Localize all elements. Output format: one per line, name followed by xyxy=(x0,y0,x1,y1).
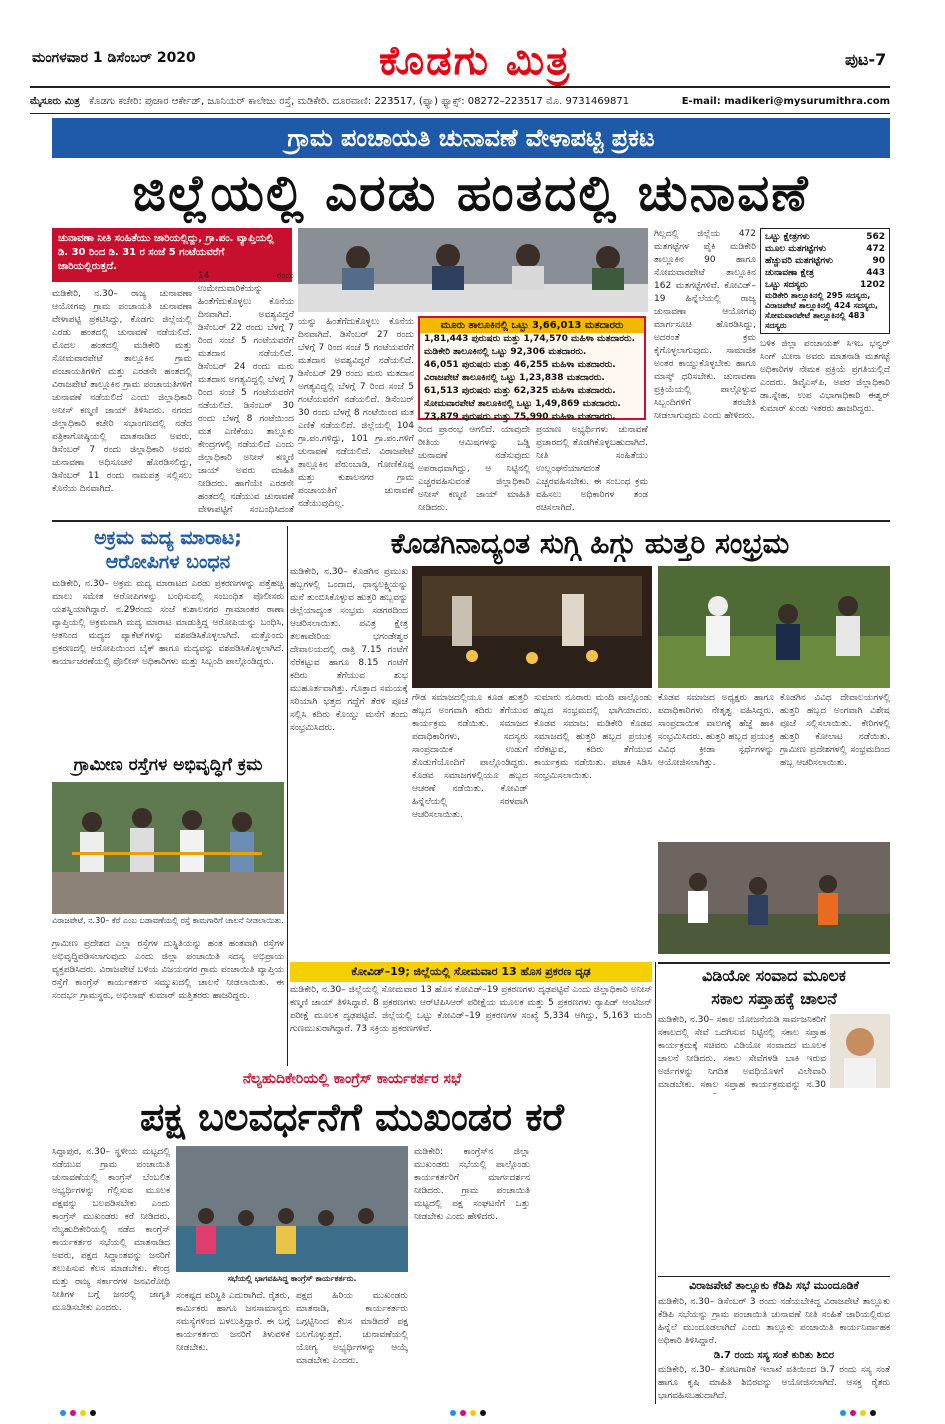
stats-row: ಚುನಾವಣಾ ಕ್ಷೇತ್ರ 443 xyxy=(765,268,885,278)
voters-line: ವಿರಾಜಪೇಟೆ ತಾಲೂಕಿನಲ್ಲಿ ಒಟ್ಟು 1,23,838 ಮತದಾರರು. xyxy=(424,373,605,383)
registration-dot xyxy=(60,1410,66,1416)
voters-line: ಸೋಮವಾರಪೇಟೆ ತಾಲೂಕಿನಲ್ಲಿ ಒಟ್ಟು 1,49,869 ಮತದಾರರು. xyxy=(424,399,621,409)
registration-dot xyxy=(840,1410,846,1416)
section-rule xyxy=(52,520,890,522)
registration-dot xyxy=(470,1410,476,1416)
temple-lamp-illustration xyxy=(412,566,652,688)
lead-column-6: ಗಿಲ್ಲದಲ್ಲಿ ಜಿಲ್ಲೆಯ 472 ಮತಗಟ್ಟೆಗಳ ಪೈಕಿ ಮಡಿಕೇರಿ ತಾಲ್ಲೂಕಿನ 90 ಹಾಗೂ ಸೋಮವಾರಪೇಟೆ ತಾಲ್ಲೂಕಿನ 162 ಮತಗಟ್ಟೆಗಳಿವೆ. ಕೋವಿಡ್–19 ಹಿನ್ನೆಲೆಯಲ್ಲಿ ರಾಜ್ಯ ಚುನಾವಣಾ ಆಯೋಗವು ಮಾರ್ಗಸೂಚಿ ಹೊರಡಿಸಿದ್ದು, ಅದರಂತೆ ಕ್ರಮ ಕೈಗೊಳ್ಳಲಾಗುವುದು. ಸಾಮಾಜಿಕ ಅಂತರ ಕಾಯ್ದುಕೊಳ್ಳಬೇಕು ಹಾಗೂ ಮಾಸ್ಕ್ ಧರಿಸಬೇಕು. ಚುನಾವಣಾ ಪ್ರಕ್ರಿಯೆಯಲ್ಲಿ ಪಾಲ್ಗೊಳ್ಳುವ ಸಿಬ್ಬಂದಿಗಳಿಗೆ ತರಬೇತಿ ನೀಡಲಾಗುವುದು ಎಂದು ಹೇಳಿದರು. xyxy=(654,229,756,421)
registration-dot xyxy=(850,1410,856,1416)
harvest-column-2: ಗೌಡ ಸಮಾಜದಲ್ಲಿಯೂ ಕೂಡ ಹುತ್ತರಿ ಹಬ್ಬದ ಅಂಗವಾಗಿ ಕದಿರು ತೆಗೆಯುವ ಕಾರ್ಯಕ್ರಮ ನಡೆಯಿತು. ಸಮಾಜದ ಪದಾಧಿಕಾರಿಗಳು, ಸದಸ್ಯರು ಸಾಂಪ್ರದಾಯಿಕ ಉಡುಗೆ ತೊಡುಗೆಯೊಂದಿಗೆ ಪಾಲ್ಗೊಂಡಿದ್ದರು. ಕೊಡವ ಸಮಾಜಗಳಲ್ಲಿಯೂ ಹಬ್ಬದ ಆಚರಣೆ ನಡೆಯಿತು. ಕೋವಿಡ್ ಹಿನ್ನೆಲೆಯಲ್ಲಿ ಸರಳವಾಗಿ ಆಚರಿಸಲಾಯಿತು. xyxy=(412,693,528,820)
lead-column-5: ಪ್ರಯಾಣ ಅಭ್ಯರ್ಥಿಗಳು ಚುನಾವಣೆ ಪ್ರಚಾರದಲ್ಲಿ ತೊಡಗಿಕೊಳ್ಳಬಹುದಾಗಿದೆ. ನೀತಿ ಸಂಹಿತೆಯು ಉಲ್ಲಂಘನೆಯಾಗದಂತೆ ಎಚ್ಚರವಹಿಸಬೇಕು. ಈ ಸಂಬಂಧ ಕ್ರಮ ವಹಿಸಲು ಅಧಿಕಾರಿಗಳ ತಂಡ ರಚಿಸಲಾಗಿದೆ. xyxy=(536,425,648,513)
newspaper-logo: ಕೊಡಗು ಮಿತ್ರ xyxy=(378,38,571,84)
stats-notes: ಮಡಿಕೇರಿ ತಾಲ್ಲೂಕಿನಲ್ಲಿ 295 ಸದಸ್ಯರು, ವಿರಾಜಪೇಟೆ ತಾಲ್ಲೂಕಿನಲ್ಲಿ 424 ಸದಸ್ಯರು, ಸೋಮವಾರಪೇಟೆ ತಾಲ್ಲೂಕಿನಲ್ಲಿ 483 ಸದಸ್ಯರು xyxy=(765,291,879,330)
roads-headline: ಗ್ರಾಮೀಣ ರಸ್ತೆಗಳ ಅಭಿವೃದ್ಧಿಗೆ ಕ್ರಮ xyxy=(73,755,263,775)
congress-meeting-illustration xyxy=(176,1146,408,1272)
registration-dots-right xyxy=(840,1410,876,1416)
road-work-illustration xyxy=(52,782,284,914)
samaja-celebration-illustration xyxy=(658,842,890,954)
press-meet-illustration xyxy=(298,228,648,312)
stats-row: ಒಟ್ಟು ಕ್ಷೇತ್ರಗಳು 562 xyxy=(765,232,885,242)
virajpet-headline: ವಿರಾಜಪೇಟೆ ತಾಲ್ಲೂಕು ಕೆಡಿಪಿ ಸಭೆ ಮುಂದೂಡಿಕೆ xyxy=(658,1276,890,1295)
harvest-column-5: ಕೊಡಗಿನ ವಿವಿಧ ದೇವಾಲಯಗಳಲ್ಲಿ ಹುತ್ತರಿ ಹಬ್ಬದ ಅಂಗವಾಗಿ ವಿಶೇಷ ಪೂಜೆ ಸಲ್ಲಿಸಲಾಯಿತು. ಕೇರಿಗಳಲ್ಲಿ ಹುತ್ತರಿ ಕೋಲಾಟ ನಡೆಯಿತು. ಗ್ರಾಮೀಣ ಪ್ರದೇಶಗಳಲ್ಲಿ ಸಂಭ್ರಮದಿಂದ ಹಬ್ಬ ಆಚರಿಸಲಾಯಿತು. xyxy=(780,693,890,768)
registration-dot xyxy=(80,1410,86,1416)
congress-column-5 xyxy=(536,1146,652,1404)
harvest-column-3: ಸುಮಾರು ನೂರಾರು ಮಂದಿ ಪಾಲ್ಗೊಂಡು ಹಬ್ಬದ ಸಂಭ್ರಮದಲ್ಲಿ ಭಾಗಿಯಾದರು. ಕೊಡವ ಸಮಾಜ: ಮಡಿಕೇರಿ ಕೊಡವ ಸಮಾಜದಲ್ಲಿ ಹುತ್ತರಿ ಹಬ್ಬದ ಪ್ರಯುಕ್ತ ನೆರೆಕಟ್ಟುವ, ಕದಿರು ತೆಗೆಯುವ ಕಾರ್ಯಕ್ರಮ ನಡೆಯಿತು. ಪಟಾಕಿ ಸಿಡಿಸಿ ಸಂಭ್ರಮಿಸಲಾಯಿತು. xyxy=(534,693,652,781)
plant-fair-body: ಮಡಿಕೇರಿ, ನ.30– ತೋಟಗಾರಿಕೆ ಇಲಾಖೆ ವತಿಯಿಂದ ಡಿ.7 ರಂದು ಸಸ್ಯ ಸಂತೆ ಹಾಗೂ ಕೃಷಿ ಮಾಹಿತಿ ಶಿಬಿರವನ್ನು ಆಯೋಜಿಸಲಾಗಿದೆ. ಆಸಕ್ತ ರೈತರು ಭಾಗವಹಿಸಬಹುದಾಗಿದೆ. xyxy=(658,1365,890,1401)
video-body: ಮಡಿಕೇರಿ, ನ.30– ಸಕಾಲ ಯೋಜನೆಯಡಿ ಸಾರ್ವಜನಿಕರಿಗೆ ಸಕಾಲದಲ್ಲಿ ಸೇವೆ ಒದಗಿಸುವ ನಿಟ್ಟಿನಲ್ಲಿ ಸಕಾಲ ಸಪ್ತಾಹ ಕಾರ್ಯಕ್ರಮಕ್ಕೆ ಸಚಿವರು ವಿಡಿಯೋ ಸಂವಾದದ ಮೂಲಕ ಚಾಲನೆ ನೀಡಿದರು. ಸಕಾಲ ಸೇವೆಗಳಡಿ ಬಾಕಿ ಇರುವ ಅರ್ಜಿಗಳನ್ನು ನಿಗದಿತ ಅವಧಿಯೊಳಗೆ ವಿಲೇವಾರಿ ಮಾಡಬೇಕು. ಸಕಾಲ ಸಪ್ತಾಹ ಕಾರ್ಯಕ್ರಮವನ್ನು ನ.30 xyxy=(658,1015,826,1090)
issue-date: ಮಂಗಳವಾರ 1 ಡಿಸೆಂಬರ್ 2020 xyxy=(32,50,196,66)
samaja-celebration-photo xyxy=(658,842,890,954)
liquor-headline xyxy=(52,526,284,574)
column-rule xyxy=(655,962,656,1404)
lead-column-3: ಯನ್ನು ಹಿಂತೆಗೆದುಕೊಳ್ಳಲು ಕೊನೆಯ ದಿನವಾಗಿದೆ. ಡಿಸೆಂಬರ್ 27 ರಂದು ಬೆಳಗ್ಗೆ 7 ರಿಂದ ಸಂಜೆ 5 ಗಂಟೆಯವರೆಗೆ ಮತದಾನ ಅವಶ್ಯವಿದ್ದರೆ ನಡೆಯಲಿದೆ. ಡಿಸೆಂಬರ್ 29 ರಂದು ಮರು ಮತದಾನ ಅಗತ್ಯವಿದ್ದಲ್ಲಿ ಬೆಳಗ್ಗೆ 7 ರಿಂದ ಸಂಜೆ 5 ಗಂಟೆಯವರೆಗೆ ನಡೆಯಲಿದೆ. ಡಿಸೆಂಬರ್ 30 ರಂದು ಬೆಳಗ್ಗೆ 8 ಗಂಟೆಯಿಂದ ಮತ ಎಣಿಕೆ ನಡೆಯಲಿದೆ. ಜಿಲ್ಲೆಯಲ್ಲಿ 104 ಗ್ರಾ.ಪಂ.ಗಳಿದ್ದು, 101 ಗ್ರಾ.ಪಂ.ಗಳಿಗೆ ಚುನಾವಣೆ ನಡೆಯಲಿದೆ. ವಿರಾಜಪೇಟೆ ತಾಲ್ಲೂಕಿನ ಪೆರುಂಬಾಡಿ, ಗೋಣಿಕೊಪ್ಪ ಮತ್ತು ಕುಶಾಲನಗರ ಗ್ರಾಮ ಪಂಚಾಯತಿಗೆ ಚುನಾವಣೆ ನಡೆಯುವುದಿಲ್ಲ. xyxy=(298,317,414,509)
video-headline-line-2: ಸಕಾಲ ಸಪ್ತಾಹಕ್ಕೆ ಚಾಲನೆ xyxy=(711,989,837,1008)
covid-headline: ಕೋವಿಡ್–19; ಜಿಲ್ಲೆಯಲ್ಲಿ ಸೋಮವಾರ 13 ಹೊಸ ಪ್ರಕರಣ ದೃಢ xyxy=(290,962,652,982)
voters-title: ಮೂರು ತಾಲೂಕಿನಲ್ಲಿ ಒಟ್ಟು 3,66,013 ಮತದಾರರು xyxy=(420,318,644,333)
lead-column-7: ಬಳಿಕ ಜಿಲ್ಲಾ ಪಂಚಾಯತ್ ಸಿಇಒ ಭನ್ವರ್ ಸಿಂಗ್ ಮೀನಾ ಅವರು ಮಾತನಾಡಿ ಮತಗಟ್ಟೆ ಅಧಿಕಾರಿಗಳ ನೇಮಕ ಪ್ರಕ್ರಿಯೆ ಪ್ರಗತಿಯಲ್ಲಿದೆ ಎಂದರು. ಡಿವೈಎಸ್‌ಪಿ, ಅಪರ ಜಿಲ್ಲಾಧಿಕಾರಿ ಡಾ.ಸ್ನೇಹ, ಉಪ ವಿಭಾಗಾಧಿಕಾರಿ ಈಶ್ವರ್ ಕುಮಾರ್ ಖಂಡು ಇತರರು ಹಾಜರಿದ್ದರು. xyxy=(760,339,890,414)
congress-column-3: ಪಕ್ಷದ ಹಿರಿಯ ಮುಖಂಡರು ಮಾತನಾಡಿ, ಕಾರ್ಯಕರ್ತರು ಒಗ್ಗಟ್ಟಿನಿಂದ ಕೆಲಸ ಮಾಡಿದರೆ ಪಕ್ಷ ಬಲಗೊಳ್ಳುತ್ತದೆ. ಚುನಾವಣೆಯಲ್ಲಿ ಯೋಗ್ಯ ಅಭ್ಯರ್ಥಿಗಳನ್ನು ಆಯ್ಕೆ ಮಾಡಬೇಕು ಎಂದರು. xyxy=(296,1291,408,1366)
paddy-harvest-photo xyxy=(658,566,890,688)
road-work-photo xyxy=(52,782,284,914)
congress-strap: ನೆಲ್ಯಹುದಿಕೇರಿಯಲ್ಲಿ ಕಾಂಗ್ರೆಸ್ ಕಾರ್ಯಕರ್ತರ ಸಭೆ xyxy=(242,1071,462,1087)
liquor-headline-line-1: ಅಕ್ರಮ ಮದ್ಯ ಮಾರಾಟ; xyxy=(94,527,242,549)
registration-dot xyxy=(460,1410,466,1416)
congress-column-4: ಮಡಿಕೇರಿ: ಕಾಂಗ್ರೆಸ್‌ನ ಜಿಲ್ಲಾ ಮುಖಂಡರು ಸಭೆಯಲ್ಲಿ ಪಾಲ್ಗೊಂಡು ಕಾರ್ಯಕರ್ತರಿಗೆ ಮಾರ್ಗದರ್ಶನ ನೀಡಿದರು. ಗ್ರಾಮ ಪಂಚಾಯಿತಿ ಮಟ್ಟದಲ್ಲಿ ಪಕ್ಷ ಸಂಘಟನೆಗೆ ಒತ್ತು ನೀಡಬೇಕು ಎಂದು ಹೇಳಿದರು. xyxy=(414,1147,530,1222)
congress-column-2: ಸಂಕಷ್ಟದ ಪರಿಸ್ಥಿತಿ ಎದುರಾಗಿದೆ. ರೈತರು, ಕಾರ್ಮಿಕರು ಹಾಗೂ ಜನಸಾಮಾನ್ಯರು ಸಮಸ್ಯೆಗಳಿಂದ ಬಳಲುತ್ತಿದ್ದಾರೆ. ಈ ಬಗ್ಗೆ ಕಾರ್ಯಕರ್ತರು ಜನರಿಗೆ ತಿಳುವಳಿಕೆ ನೀಡಬೇಕು. xyxy=(176,1291,290,1353)
video-headline-line-1: ವಿಡಿಯೋ ಸಂವಾದ ಮೂಲಕ xyxy=(701,966,847,985)
lead-strap: ಗ್ರಾಮ ಪಂಚಾಯತಿ ಚುನಾವಣೆ ವೇಳಾಪಟ್ಟಿ ಪ್ರಕಟ xyxy=(52,118,890,158)
office-address-bar xyxy=(30,92,890,112)
lead-column-4: ರಿಂದ ಪ್ರಾರಂಭ ಆಗಲಿದೆ. ಯಾವುದೇ ರೀತಿಯ ಆಮಿಷಗಳನ್ನು ಒಡ್ಡಿ ಚುನಾವಣೆ ನಡೆಸುವುದು ಅಪರಾಧವಾಗಿದ್ದು, ಆ ನಿಟ್ಟಿನಲ್ಲಿ ಎಚ್ಚರವಹಿಸುವಂತೆ ಜಿಲ್ಲಾಧಿಕಾರಿ ಅನೀಸ್ ಕಣ್ಮಣಿ ಜಾಯ್ ಮಾಹಿತಿ ನೀಡಿದರು. xyxy=(418,425,530,513)
congress-column-1: ಸಿದ್ದಾಪುರ, ನ.30– ಸ್ಥಳೀಯ ಮಟ್ಟದಲ್ಲಿ ನಡೆಯುವ ಗ್ರಾಮ ಪಂಚಾಯಿತಿ ಚುನಾವಣೆಯಲ್ಲಿ ಕಾಂಗ್ರೆಸ್ ಬೆಂಬಲಿತ ಅಭ್ಯರ್ಥಿಗಳನ್ನು ಗೆಲ್ಲಿಸುವ ಮೂಲಕ ಪಕ್ಷವನ್ನು ಬಲಪಡಿಸಬೇಕು ಎಂದು ಕಾಂಗ್ರೆಸ್ ಮುಖಂಡರು ಕರೆ ನೀಡಿದರು. ನೆಲ್ಯಹುದಿಕೇರಿಯಲ್ಲಿ ನಡೆದ ಕಾಂಗ್ರೆಸ್ ಕಾರ್ಯಕರ್ತರ ಸಭೆಯಲ್ಲಿ ಮಾತನಾಡಿದ ಅವರು, ಪಕ್ಷದ ಸಿದ್ಧಾಂತವನ್ನು ಜನರಿಗೆ ತಲುಪಿಸುವ ಕೆಲಸ ಮಾಡಬೇಕು. ಕೇಂದ್ರ ಮತ್ತು ರಾಜ್ಯ ಸರ್ಕಾರಗಳ ಜನವಿರೋಧಿ ನೀತಿಗಳ ಬಗ್ಗೆ ಜನರಲ್ಲಿ ಜಾಗೃತಿ ಮೂಡಿಸಬೇಕು ಎಂದರು. xyxy=(52,1147,170,1313)
registration-dot xyxy=(70,1410,76,1416)
column-rule xyxy=(287,526,288,1066)
roads-body: ಗ್ರಾಮೀಣ ಪ್ರದೇಶದ ಎಲ್ಲಾ ರಸ್ತೆಗಳ ದುಸ್ಥಿತಿಯನ್ನು ಹಂತ ಹಂತವಾಗಿ ರಸ್ತೆಗಳ ಅಭಿವೃದ್ಧಿಪಡಿಸಲಾಗುವುದು ಎಂದು ಜಿಲ್ಲಾ ಪಂಚಾಯಿತಿ ಸದಸ್ಯ ಅಭಿಪ್ರಾಯ ವ್ಯಕ್ತಪಡಿಸಿದರು. ವಿರಾಜಪೇಟೆ ಬಳಿಯ ವಿಜಯನಗರ ಗ್ರಾಮ ಪಂಚಾಯಿತಿ ವ್ಯಾಪ್ತಿಯ ರಸ್ತೆಗೆ ಕಾಂಗ್ರೆಸ್ ಕಾರ್ಯಕರ್ತರ ಸಮ್ಮುಖದಲ್ಲಿ ಚಾಲನೆ ನೀಡಲಾಯಿತು. ಈ ಸಂದರ್ಭ ಗ್ರಾಮಸ್ಥರು, ಅಭಿಲಾಷ್ ಕುಮಾರ್ ಮತ್ತಿತರರು ಹಾಜರಿದ್ದರು. xyxy=(52,939,284,1001)
masthead-rule xyxy=(30,86,890,88)
virajpet-body: ಮಡಿಕೇರಿ, ನ.30– ಡಿಸೆಂಬರ್ 3 ರಂದು ನಡೆಯಬೇಕಿದ್ದ ವಿರಾಜಪೇಟೆ ತಾಲ್ಲೂಕು ಕೆಡಿಪಿ ಸಭೆಯನ್ನು ಗ್ರಾಮ ಪಂಚಾಯಿತಿ ಚುನಾವಣೆ ನೀತಿ ಸಂಹಿತೆ ಜಾರಿಯಲ್ಲಿರುವ ಹಿನ್ನೆಲೆ ಮುಂದೂಡಲಾಗಿದೆ ಎಂದು ತಾಲ್ಲೂಕು ಪಂಚಾಯಿತಿ ಕಾರ್ಯನಿರ್ವಾಹಕ ಅಧಿಕಾರಿ ತಿಳಿಸಿದ್ದಾರೆ. xyxy=(658,1297,890,1346)
liquor-body: ಮಡಿಕೇರಿ, ನ.30– ಅಕ್ರಮ ಮದ್ಯ ಮಾರಾಟದ ಎರಡು ಪ್ರಕರಣಗಳನ್ನು ಪತ್ತೆಹಚ್ಚಿ ಮಾಲು ಸಮೇತ ಆರೋಪಿಗಳನ್ನು ಬಂಧಿಸುವಲ್ಲಿ ಸಂಬಂಧಿತ ಪೊಲೀಸರು ಯಶಸ್ವಿಯಾಗಿದ್ದಾರೆ. ನ.29ರಂದು ಸಂಜೆ ಕುಶಾಲನಗರ ಗ್ರಾಮಾಂತರ ಠಾಣಾ ವ್ಯಾಪ್ತಿಯಲ್ಲಿ ಅಕ್ರಮವಾಗಿ ಮದ್ಯ ಮಾರಾಟ ಮಾಡುತ್ತಿದ್ದ ಆರೋಪಿಯನ್ನು ಬಂಧಿಸಿ, ಆತನಿಂದ ಮದ್ಯದ ಪ್ಯಾಕೆಟ್‌ಗಳನ್ನು ವಶಪಡಿಸಿಕೊಳ್ಳಲಾಗಿದೆ. ಮತ್ತೊಂದು ಪ್ರಕರಣದಲ್ಲಿ ಆರೋಪಿಯಿಂದ ಬೈಕ್ ಹಾಗೂ ಮದ್ಯವನ್ನು ವಶಪಡಿಸಿಕೊಳ್ಳಲಾಗಿದೆ. ಕಾರ್ಯಾಚರಣೆಯಲ್ಲಿ ಪೊಲೀಸ್ ಅಧಿಕಾರಿಗಳು ಮತ್ತು ಸಿಬ್ಬಂದಿ ಪಾಲ್ಗೊಂಡಿದ್ದರು. xyxy=(52,579,284,667)
registration-dots-left xyxy=(60,1410,96,1416)
video-headline xyxy=(658,962,890,1010)
registration-dots-center xyxy=(450,1410,486,1416)
lead-column-2: 14 ರಂದು ಉಮೇದುವಾರಿಕೆಯನ್ನು ಹಿಂತೆಗೆದುಕೊಳ್ಳಲು ಕೊನೆಯ ದಿನವಾಗಿದೆ. ಅವಶ್ಯವಿದ್ದರೆ ಡಿಸೆಂಬರ್ 22 ರಂದು ಬೆಳಗ್ಗೆ 7 ರಿಂದ ಸಂಜೆ 5 ಗಂಟೆಯವರೆಗೆ ಮತದಾನ ನಡೆಯಲಿದೆ. ಡಿಸೆಂಬರ್ 24 ರಂದು ಮರು ಮತದಾನ ಅಗತ್ಯವಿದ್ದಲ್ಲಿ ಬೆಳಗ್ಗೆ 7 ರಿಂದ ಸಂಜೆ 5 ಗಂಟೆಯವರೆಗೆ ನಡೆಯಲಿದೆ. ಡಿಸೆಂಬರ್ 30 ರಂದು ಬೆಳಗ್ಗೆ 8 ಗಂಟೆಯಿಂದ ಮತ ಎಣಿಕೆಯು ತಾಲ್ಲೂಕು ಕೇಂದ್ರಗಳಲ್ಲಿ ನಡೆಯಲಿದೆ ಎಂದು ಜಿಲ್ಲಾಧಿಕಾರಿ ಅನೀಸ್ ಕಣ್ಮಣಿ ಜಾಯ್ ಅವರು ಮಾಹಿತಿ ನೀಡಿದರು. ಹಾಗೆಯೇ ಎರಡನೇ ಹಂತದಲ್ಲಿ ನಡೆಯುವ ಚುನಾವಣೆ ವೇಳಾಪಟ್ಟಿಗೆ ಸಂಬಂಧಿಸಿದಂತೆ xyxy=(198,271,294,515)
plant-fair-headline: ಡಿ.7 ರಂದು ಸಸ್ಯ ಸಂತೆ ಕುರಿತು ಶಿಬಿರ xyxy=(713,1350,835,1361)
harvest-column-4: ಕೊಡವ ಸಮಾಜದ ಅಧ್ಯಕ್ಷರು ಹಾಗೂ ಪದಾಧಿಕಾರಿಗಳು ನೇತೃತ್ವ ವಹಿಸಿದ್ದರು. ಸಾಂಪ್ರದಾಯಿಕ ವಾಲಗಕ್ಕೆ ಹೆಜ್ಜೆ ಹಾಕಿ ಸಂಭ್ರಮಿಸಿದರು. ಹುತ್ತರಿ ಹಬ್ಬದ ಪ್ರಯುಕ್ತ ವಿವಿಧ ಕ್ರೀಡಾ ಸ್ಪರ್ಧೆಗಳನ್ನು ಆಯೋಜಿಸಲಾಗಿತ್ತು. xyxy=(658,693,774,768)
lead-headline: ಜಿಲ್ಲೆಯಲ್ಲಿ ಎರಡು ಹಂತದಲ್ಲಿ ಚುನಾವಣೆ xyxy=(132,164,810,222)
paddy-harvest-illustration xyxy=(658,566,890,688)
registration-dot xyxy=(870,1410,876,1416)
video-body-continued xyxy=(658,1094,890,1274)
registration-dot xyxy=(90,1410,96,1416)
minister-portrait-illustration xyxy=(830,1014,890,1088)
office-email[interactable]: E-mail: madikeri@mysurumithra.com xyxy=(681,96,890,107)
voters-line: 1,81,443 ಪುರುಷರು ಮತ್ತು 1,74,570 ಮಹಿಳಾ ಮತದಾರರು. xyxy=(424,334,636,344)
registration-dot xyxy=(860,1410,866,1416)
covid-body: ಮಡಿಕೇರಿ, ನ.30– ಜಿಲ್ಲೆಯಲ್ಲಿ ಸೋಮವಾರ 13 ಹೊಸ ಕೋವಿಡ್–19 ಪ್ರಕರಣಗಳು ದೃಢಪಟ್ಟಿವೆ ಎಂದು ಜಿಲ್ಲಾಧಿಕಾರಿ ಅನೀಸ್ ಕಣ್ಮಣಿ ಜಾಯ್ ತಿಳಿಸಿದ್ದಾರೆ. 8 ಪ್ರಕರಣಗಳು ಆರ್‌ಟಿಪಿಸಿಆರ್ ಪರೀಕ್ಷೆಯ ಮೂಲಕ ಮತ್ತು 5 ಪ್ರಕರಣಗಳು ರ್‍ಯಾಪಿಡ್ ಆಂಟಿಜನ್ ಪರೀಕ್ಷೆ ಮೂಲಕ ದೃಢಪಟ್ಟಿವೆ. ಜಿಲ್ಲೆಯಲ್ಲಿ ಒಟ್ಟು ಕೋವಿಡ್–19 ಪ್ರಕರಣಗಳ ಸಂಖ್ಯೆ 5,334 ಆಗಿದ್ದು, 5,163 ಮಂದಿ ಗುಣಮುಖರಾಗಿದ್ದಾರೆ. 73 ಸಕ್ರಿಯ ಪ್ರಕರಣಗಳಿವೆ. xyxy=(290,985,652,1034)
congress-headline: ಪಕ್ಷ ಬಲವರ್ಧನೆಗೆ ಮುಖಂಡರ ಕರೆ xyxy=(139,1095,565,1139)
stats-row: ಒಟ್ಟು ಸದಸ್ಯರು 1202 xyxy=(765,280,885,290)
harvest-column-1: ಮಡಿಕೇರಿ, ನ.30– ಕೊಡಗಿನ ಪ್ರಮುಖ ಹಬ್ಬಗಳಲ್ಲಿ ಒಂದಾದ, ಧಾನ್ಯಲಕ್ಷ್ಮಿಯನ್ನು ಮನೆ ತುಂಬಿಸಿಕೊಳ್ಳುವ ಹುತ್ತರಿ ಹಬ್ಬವನ್ನು ಜಿಲ್ಲೆಯಾದ್ಯಂತ ಸಂಭ್ರಮ ಸಡಗರದಿಂದ ಆಚರಿಸಲಾಯಿತು. ಪವಿತ್ರ ಕ್ಷೇತ್ರ ತಲಕಾವೇರಿಯ ಭಗಂಡೇಶ್ವರ ದೇವಾಲಯದಲ್ಲಿ ರಾತ್ರಿ 7.15 ಗಂಟೆಗೆ ನೆರೆಕಟ್ಟುವ ಹಾಗೂ 8.15 ಗಂಟೆಗೆ ಕದಿರು ತೆಗೆಯುವ ಶುಭ ಮುಹೂರ್ತವಾಗಿತ್ತು. ಗೊತ್ತಾದ ಸಮಯಕ್ಕೆ ಸರಿಯಾಗಿ ಭತ್ತದ ಗದ್ದೆಗೆ ತೆರಳಿ ಪೂಜೆ ಸಲ್ಲಿಸಿ ಕದಿರು ಕೊಯ್ದು ಮನೆಗೆ ತಂದು ಸಂಭ್ರಮಿಸಿದರು. xyxy=(290,567,408,733)
minister-portrait xyxy=(830,1014,890,1088)
page-number: ಪುಟ-7 xyxy=(845,50,887,69)
liquor-headline-line-2: ಆರೋಪಿಗಳ ಬಂಧನ xyxy=(105,551,231,573)
harvest-column-1b xyxy=(290,766,408,958)
congress-meeting-photo xyxy=(176,1146,408,1272)
registration-dot xyxy=(450,1410,456,1416)
subbar-rule xyxy=(30,113,890,114)
harvest-headline: ಕೊಡಗಿನಾದ್ಯಂತ ಸುಗ್ಗಿ ಹಿಗ್ಗು ಹುತ್ತರಿ ಸಂಭ್ರಮ xyxy=(390,527,790,560)
stats-row: ಹೆಚ್ಚುವರಿ ಮತಗಟ್ಟೆಗಳು 90 xyxy=(765,256,885,266)
stats-row: ಮೂಲ ಮತಗಟ್ಟೆಗಳು 472 xyxy=(765,244,885,254)
press-meet-photo xyxy=(298,228,648,312)
voters-line: ಮಡಿಕೇರಿ ತಾಲೂಕಿನಲ್ಲಿ ಒಟ್ಟು 92,306 ಮತದಾರರು. xyxy=(424,347,587,357)
registration-dot xyxy=(480,1410,486,1416)
election-stats-box xyxy=(760,228,890,334)
road-work-caption: ವಿರಾಜಪೇಟೆ, ನ.30– ಕೆರೆ ಎಂಬ ಬಡಾವಣೆಯಲ್ಲಿ ರಸ್ತೆ ಕಾಮಗಾರಿಗೆ ಚಾಲನೆ ನೀಡಲಾಯಿತು. xyxy=(52,916,284,925)
voters-line: 61,513 ಪುರುಷರು ಮತ್ತು 62,325 ಮಹಿಳಾ ಮತದಾರರು. xyxy=(424,386,616,396)
voters-line: 73,879 ಪುರುಷರು ಮತ್ತು 75,990 ಮಹಿಳಾ ಮತದಾರರು. xyxy=(424,412,616,422)
lead-column-1: ಮಡಿಕೇರಿ, ನ.30– ರಾಜ್ಯ ಚುನಾವಣಾ ಆಯೋಗವು ಗ್ರಾಮ ಪಂಚಾಯತಿ ಚುನಾವಣಾ ವೇಳಾಪಟ್ಟಿ ಪ್ರಕಟಿಸಿದ್ದು, ಕೊಡಗು ಜಿಲ್ಲೆಯಲ್ಲಿ ಎರಡು ಹಂತದಲ್ಲಿ ಚುನಾವಣೆ ನಡೆಯಲಿದೆ. ಮೊದಲ ಹಂತದಲ್ಲಿ ಮಡಿಕೇರಿ ಮತ್ತು ಸೋಮವಾರಪೇಟೆ ತಾಲ್ಲೂಕಿನ ಗ್ರಾಮ ಪಂಚಾಯತಿಗಳಿಗೆ ಮತ್ತು ಎರಡನೇ ಹಂತದಲ್ಲಿ ವಿರಾಜಪೇಟೆ ತಾಲ್ಲೂಕಿನ ಗ್ರಾಮ ಪಂಚಾಯತಿಗಳಿಗೆ ಚುನಾವಣೆ ನಡೆಯಲಿದೆ ಎಂದು ಜಿಲ್ಲಾಧಿಕಾರಿ ಅನೀಸ್ ಕಣ್ಮಣಿ ಜಾಯ್ ತಿಳಿಸಿದರು. ನಗರದ ಜಿಲ್ಲಾಧಿಕಾರಿ ಕಚೇರಿ ಸಭಾಂಗಣದಲ್ಲಿ ನಡೆದ ಪತ್ರಿಕಾಗೋಷ್ಠಿಯಲ್ಲಿ ಮಾತನಾಡಿದ ಅವರು, ಡಿಸೆಂಬರ್ 7 ರಂದು ಜಿಲ್ಲಾಧಿಕಾರಿ ಅವರು ಚುನಾವಣಾ ಅಧಿಸೂಚನೆ ಹೊರಡಿಸಲಿದ್ದು, ಡಿಸೆಂಬರ್ 11 ರಂದು ನಾಮಪತ್ರ ಸಲ್ಲಿಸಲು ಕೊನೆಯ ದಿನವಾಗಿದೆ. xyxy=(52,289,192,494)
code-of-conduct-box: ಚುನಾವಣಾ ನೀತಿ ಸಂಹಿತೆಯು ಜಾರಿಯಲ್ಲಿದ್ದು, ಗ್ರಾ.ಪಂ. ವ್ಯಾಪ್ತಿಯಲ್ಲಿ ಡಿ. 30 ರಿಂದ ಡಿ. 31 ರ ಸಂಜೆ 5 ಗಂಟೆಯವರೆಗೆ ಜಾರಿಯಲ್ಲಿರುತ್ತದೆ. xyxy=(52,228,292,282)
sister-brand: ಮೈಸೂರು ಮಿತ್ರ xyxy=(30,96,80,107)
congress-meeting-caption: ಸಭೆಯಲ್ಲಿ ಭಾಗವಹಿಸಿದ್ದ ಕಾಂಗ್ರೆಸ್ ಕಾರ್ಯಕರ್ತರು. xyxy=(227,1274,357,1283)
temple-lamp-photo xyxy=(412,566,652,688)
voters-count-box xyxy=(418,316,646,420)
voters-line: 46,051 ಪುರುಷರು ಮತ್ತು 46,255 ಮಹಿಳಾ ಮತದಾರರು. xyxy=(424,360,616,370)
office-address: ಕೊಡಗು ಕಚೇರಿ: ಪುಜಾರ ಆರ್ಕೇಡ್, ಜೂನಿಯರ್ ಕಾಲೇಜು ರಸ್ತೆ, ಮಡಿಕೇರಿ. ದೂರವಾಣಿ: 223517, (ಫ್ಯಾ) ಫ್ಯಾಕ್ಸ್: 08272–223517 ಮೊ. 9731469871 xyxy=(89,96,630,107)
